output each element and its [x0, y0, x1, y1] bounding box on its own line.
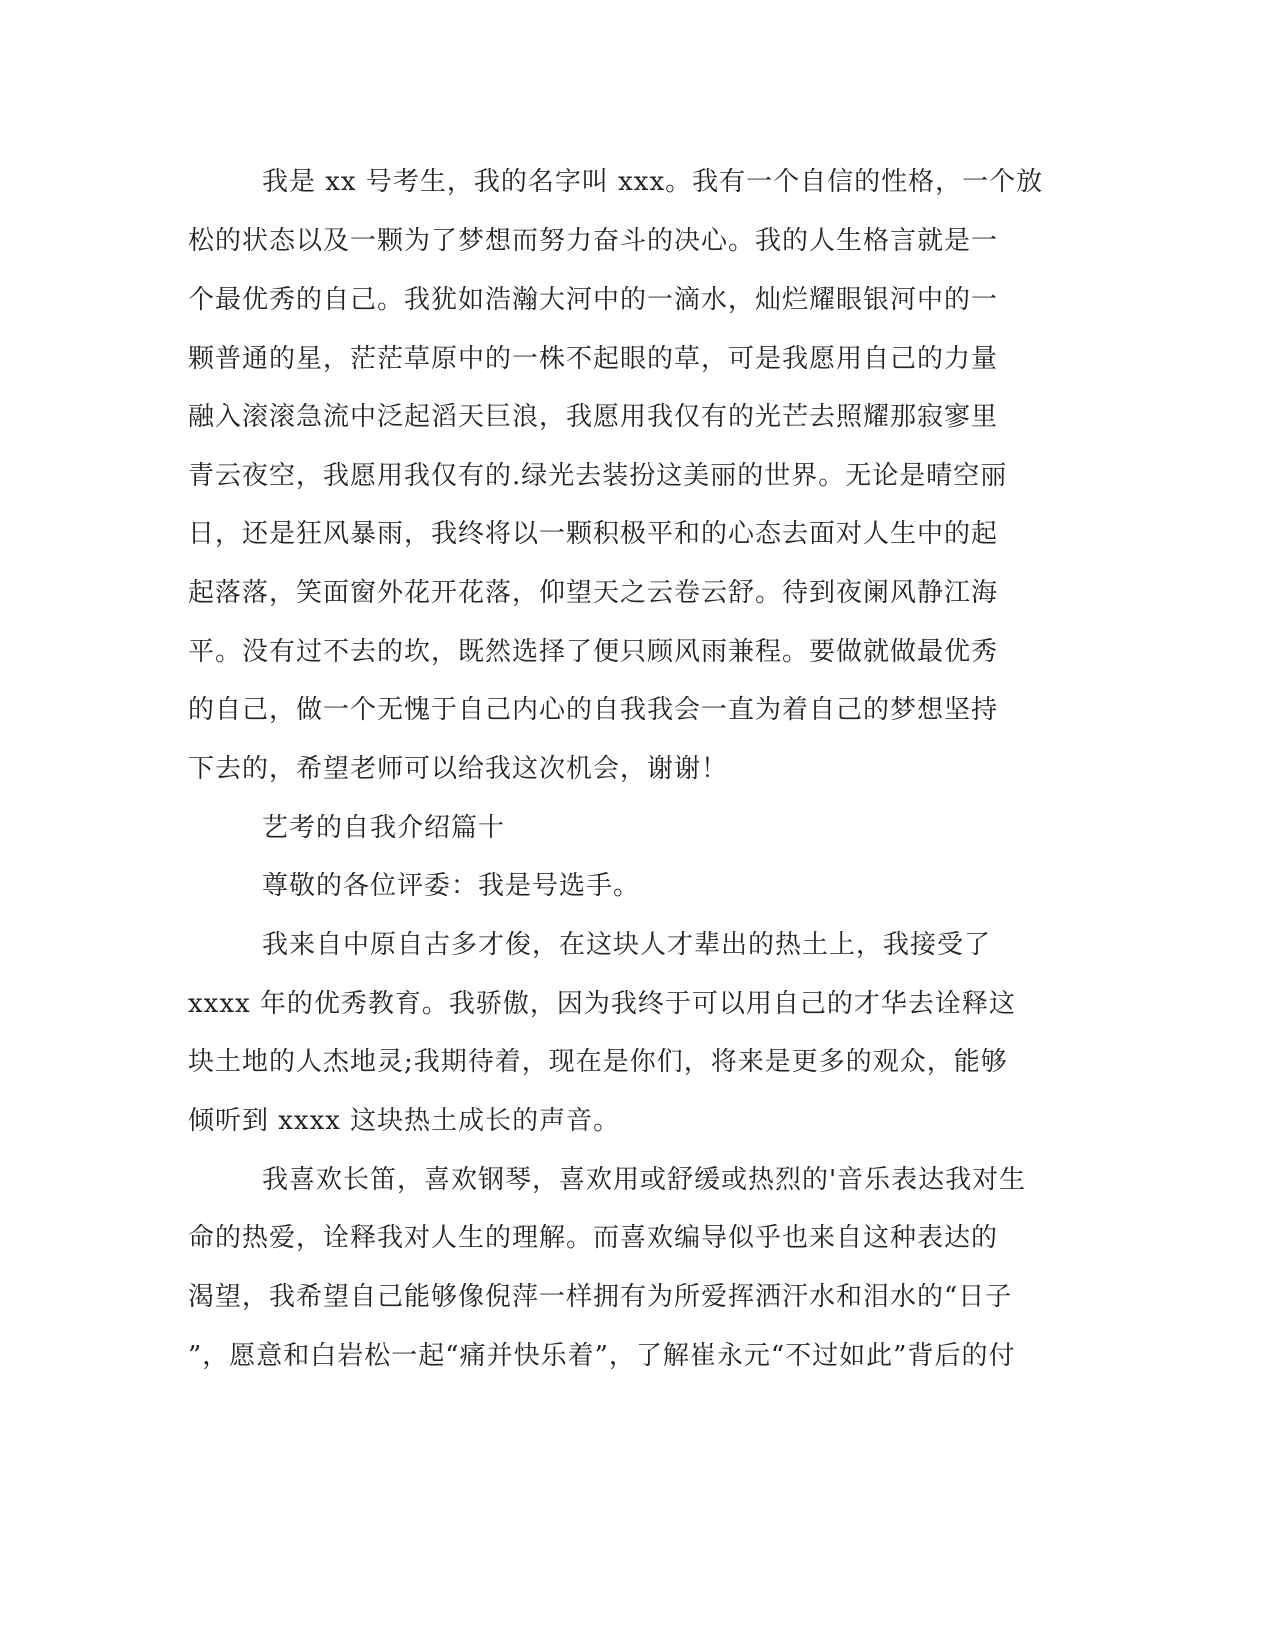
- paragraph-line: 块土地的人杰地灵;我期待着，现在是你们，将来是更多的观众，能够: [188, 1047, 1008, 1077]
- paragraph-line: ”，愿意和白岩松一起“痛并快乐着”，了解崔永元“不过如此”背后的付: [188, 1341, 1016, 1371]
- paragraph-line: 松的状态以及一颗为了梦想而努力奋斗的决心。我的人生格言就是一: [188, 226, 999, 256]
- paragraph-line: 颗普通的星，茫茫草原中的一株不起眼的草，可是我愿用自己的力量: [188, 344, 999, 374]
- paragraph-line: 日，还是狂风暴雨，我终将以一颗积极平和的心态去面对人生中的起: [188, 519, 999, 549]
- paragraph-line: 命的热爱，诠释我对人生的理解。而喜欢编导似乎也来自这种表达的: [188, 1223, 999, 1253]
- paragraph-line: 我喜欢长笛，喜欢钢琴，喜欢用或舒缓或热烈的'音乐表达我对生: [262, 1165, 1027, 1195]
- section-heading: 艺考的自我介绍篇十: [262, 813, 506, 843]
- paragraph-line: 倾听到 xxxx 这块热土成长的声音。: [188, 1106, 621, 1136]
- paragraph-line: 渴望，我希望自己能够像倪萍一样拥有为所爱挥洒汗水和泪水的“日子: [188, 1282, 1013, 1312]
- paragraph-line: 我来自中原自古多才俊，在这块人才辈出的热土上，我接受了: [262, 930, 992, 960]
- greeting-line: 尊敬的各位评委：我是号选手。: [262, 871, 641, 901]
- paragraph-line: 个最优秀的自己。我犹如浩瀚大河中的一滴水，灿烂耀眼银河中的一: [188, 285, 999, 315]
- paragraph-line: xxxx 年的优秀教育。我骄傲，因为我终于可以用自己的才华去诠释这: [188, 989, 1016, 1019]
- paragraph-line: 我是 xx 号考生，我的名字叫 xxx。我有一个自信的性格，一个放: [262, 167, 1044, 197]
- paragraph-line: 下去的，希望老师可以给我这次机会，谢谢！: [188, 754, 729, 784]
- paragraph-line: 平。没有过不去的坎，既然选择了便只顾风雨兼程。要做就做最优秀: [188, 637, 999, 667]
- paragraph-line: 融入滚滚急流中泛起滔天巨浪，我愿用我仅有的光芒去照耀那寂寥里: [188, 402, 999, 432]
- paragraph-line: 青云夜空，我愿用我仅有的.绿光去装扮这美丽的世界。无论是晴空丽: [188, 461, 1008, 491]
- paragraph-line: 起落落，笑面窗外花开花落，仰望天之云卷云舒。待到夜阑风静江海: [188, 578, 999, 608]
- paragraph-line: 的自己，做一个无愧于自己内心的自我我会一直为着自己的梦想坚持: [188, 695, 999, 725]
